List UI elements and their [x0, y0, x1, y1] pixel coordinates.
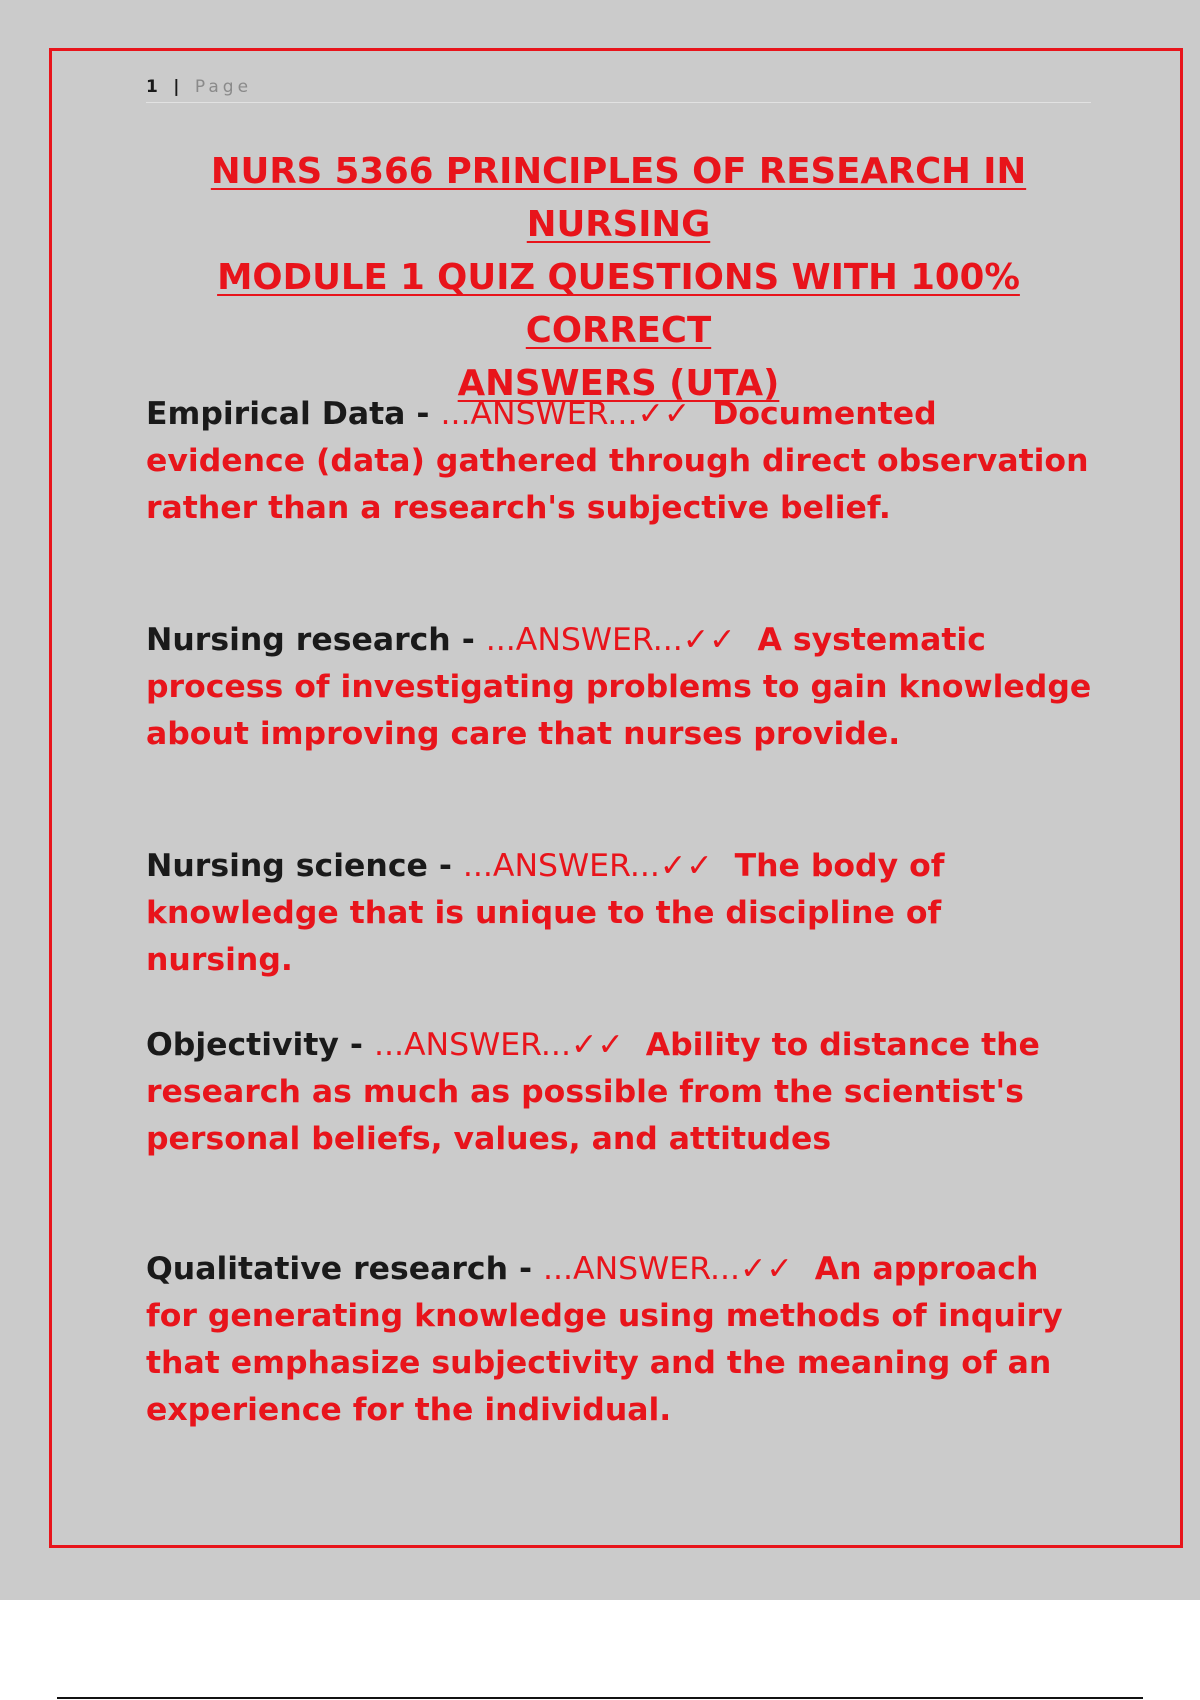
qa-item-qualitative-research [146, 1246, 1096, 1434]
answer-tag: ...ANSWER...✓✓ [485, 622, 736, 658]
answer-tag: ...ANSWER...✓✓ [440, 396, 691, 432]
qa-dash: - [461, 622, 475, 658]
qa-item-objectivity [146, 1022, 1096, 1163]
qa-dash: - [438, 848, 452, 884]
qa-item-empirical-data [146, 391, 1096, 532]
title-line-3: ANSWERS (UTA) [457, 363, 780, 404]
qa-item-nursing-science [146, 843, 1096, 984]
page-separator: | [173, 77, 184, 97]
qa-dash: - [416, 396, 430, 432]
title-line-1: NURS 5366 PRINCIPLES OF RESEARCH IN NURSING [210, 151, 1027, 245]
page-number: 1 [146, 77, 162, 97]
qa-definition: The body of knowledge that is unique to the discipline of nursing. [146, 848, 945, 978]
answer-tag: ...ANSWER...✓✓ [373, 1027, 624, 1063]
qa-definition: Documented evidence (data) gathered through direct observation rather than a research's subjective belief. [146, 396, 1089, 526]
answer-tag: ...ANSWER...✓✓ [462, 848, 713, 884]
title-line-2: MODULE 1 QUIZ QUESTIONS WITH 100% CORRECT [217, 257, 1020, 351]
page-label: Page [194, 77, 253, 97]
document-title [146, 145, 1091, 410]
qa-term: Nursing research [146, 622, 451, 658]
answer-tag: ...ANSWER...✓✓ [543, 1251, 793, 1287]
qa-dash: - [349, 1027, 363, 1063]
qa-term: Qualitative research [146, 1251, 508, 1287]
qa-definition: Ability to distance the research as much as possible from the scientist's personal beliefs, values, and attitudes [146, 1027, 1040, 1157]
qa-term: Nursing science [146, 848, 428, 884]
qa-definition: A systematic process of investigating problems to gain knowledge about improving care that nurses provide. [146, 622, 1092, 752]
qa-item-nursing-research [146, 617, 1096, 758]
qa-term: Objectivity [146, 1027, 339, 1063]
bottom-divider [57, 1697, 1143, 1699]
page-header [146, 72, 1091, 103]
qa-term: Empirical Data [146, 396, 406, 432]
qa-dash: - [518, 1251, 533, 1287]
qa-definition: An approach for generating knowledge using methods of inquiry that emphasize subjectivity and the meaning of an experience for the individual. [146, 1251, 1063, 1428]
